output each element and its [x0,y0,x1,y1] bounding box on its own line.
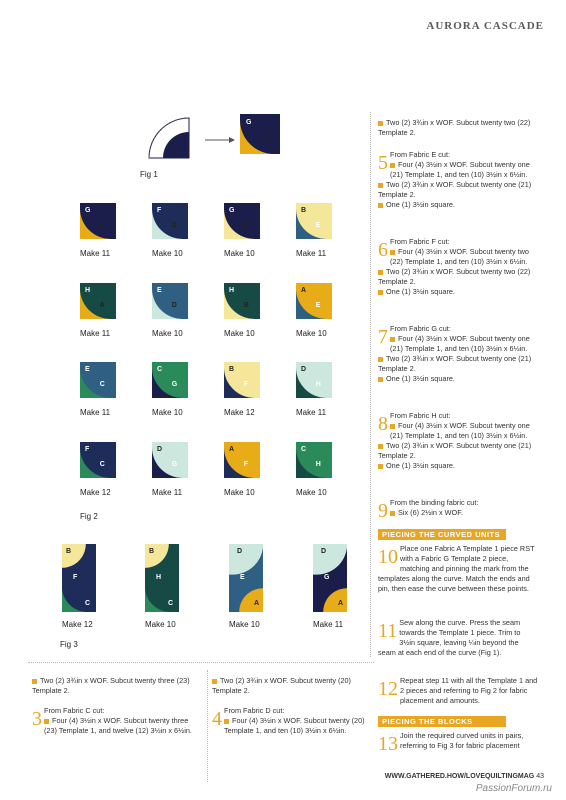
curved-unit-block [296,283,332,319]
bullet-icon [390,163,395,168]
make-count-label: Make 11 [296,408,327,417]
step-number: 9 [378,500,388,522]
step-number: 6 [378,239,388,261]
bullet-icon [378,203,383,208]
fabric-letter: E [315,301,321,309]
fabric-letter: E [315,221,321,229]
fabric-letter: H [156,574,162,581]
fig1-template-shape [143,112,191,160]
make-count-label: Make 10 [229,620,260,629]
make-count-label: Make 10 [224,329,255,338]
step-9: 9 From the binding fabric cut: Six (6) 2½in x WOF. [378,498,538,520]
fabric-letter: D [301,366,307,373]
fabric-letter: G [171,380,178,388]
step-6: 6 From Fabric F cut: Four (4) 3½in x WOF. Subcut twenty two (22) Template 1, and ten (10) 3½in x 6½in. Two (2) 3¾in x WOF. Subcut twenty two (22) Template 2. One (1) 3½in square. [378,237,538,297]
bottom-left-intro: Two (2) 3¾in x WOF. Subcut twenty three (23) Template 2. [32,676,190,695]
paired-unit [62,544,96,612]
curved-unit-block [152,283,188,319]
make-count-label: Make 10 [145,620,176,629]
curved-unit-block [296,362,332,398]
fabric-letter: E [157,287,162,294]
curved-unit-block [224,283,260,319]
fig1-arrow [205,131,235,139]
make-count-label: Make 11 [80,249,111,258]
curved-unit-block [80,283,116,319]
make-count-label: Make 11 [80,329,111,338]
paired-unit [145,544,179,612]
fabric-letter: B [301,207,307,214]
make-count-label: Make 10 [224,488,255,497]
watermark: PassionForum.ru [475,783,552,794]
fabric-letter: C [168,600,174,607]
fabric-letter: C [99,460,105,468]
make-count-label: Make 10 [152,408,183,417]
curved-unit-block [152,442,188,478]
fabric-letter: A [99,221,105,229]
step-heading: From the binding fabric cut: [390,498,479,507]
curved-unit-block [224,362,260,398]
fig1-block [240,114,280,154]
step-heading: From Fabric C cut: [44,706,105,715]
curved-unit-block [152,203,188,239]
bullet-icon [212,679,217,684]
fabric-letter: A [99,301,105,309]
bullet-icon [378,183,383,188]
bullet-icon [44,719,49,724]
make-count-label: Make 10 [152,329,183,338]
fabric-letter: A [301,287,307,294]
step-number: 12 [378,678,398,700]
bullet-icon [224,719,229,724]
fabric-letter: C [85,600,91,607]
bullet-icon [390,424,395,429]
fabric-letter: F [243,460,249,468]
make-count-label: Make 12 [224,408,255,417]
step-number: 3 [32,708,42,730]
fig3-caption: Fig 3 [60,640,78,649]
fabric-letter: D [321,548,327,555]
make-count-label: Make 10 [296,329,327,338]
make-count-label: Make 11 [313,620,344,629]
fabric-letter: F [157,207,162,214]
bullet-icon [390,337,395,342]
bullet-icon [390,250,395,255]
fabric-letter: E [85,366,90,373]
make-count-label: Make 11 [296,249,327,258]
make-count-label: Make 12 [80,488,111,497]
bullet-icon [32,679,37,684]
bullet-icon [378,464,383,469]
section-piecing-blocks: PIECING THE BLOCKS [378,716,506,727]
curved-unit-block [224,203,260,239]
paired-unit [313,544,347,612]
fabric-letter: F [73,574,78,581]
make-count-label: Make 11 [152,488,183,497]
fabric-letter: H [315,460,321,468]
fabric-letter: H [315,380,321,388]
bullet-icon [390,511,395,516]
step-11: 11 Sew along the curve. Press the seam towards the Template 1 piece. Trim to 3½in square, leaving ¼in beyond the seam at each end of the curve (Fig 1). [378,618,521,657]
curved-unit-block [80,362,116,398]
fabric-letter: C [99,380,105,388]
column-divider [370,112,371,657]
step-12: 12 Repeat step 11 with all the Template 1 and 2 pieces and referring to Fig 2 for fabric placement and amounts. [378,676,538,705]
bottom-column-divider [207,670,208,782]
step-heading: From Fabric E cut: [390,150,451,159]
step-number: 13 [378,733,398,755]
step-heading: From Fabric H cut: [390,411,451,420]
make-count-label: Make 10 [296,488,327,497]
step-13: 13 Join the required curved units in pairs, referring to Fig 3 for fabric placement [378,731,524,755]
fabric-letter: G [85,207,91,214]
curved-unit-block [296,442,332,478]
fabric-letter: A [264,136,270,143]
section-piecing-curved-units: PIECING THE CURVED UNITS [378,529,506,540]
fabric-letter: F [243,380,249,388]
fabric-letter: B [243,301,249,309]
step-4: 4 From Fabric D cut: Four (4) 3½in x WOF. Subcut twenty (20) Template 1, and ten (10) 3½in x 6½in. [212,706,370,736]
fabric-letter: B [66,548,72,555]
step-5: 5 From Fabric E cut: Four (4) 3½in x WOF. Subcut twenty one (21) Template 1, and ten (10) 3½in x 6½in. Two (2) 3¾in x WOF. Subcut twenty one (21) Template 2. One (1) 3½in square. [378,150,538,210]
bullet-icon [378,377,383,382]
fabric-letter: D [237,548,243,555]
curved-unit-block [152,362,188,398]
step-3: 3 From Fabric C cut: Four (4) 3½in x WOF. Subcut twenty three (23) Template 1, and twelve (12) 3½in x 6½in. [32,706,202,736]
footer-url: WWW.GATHERED.HOW/LOVEQUILTINGMAG [384,773,535,780]
footer [385,773,544,780]
fabric-letter: B [243,221,249,229]
step-8: 8 From Fabric H cut: Four (4) 3½in x WOF. Subcut twenty one (21) Template 1, and ten (10) 3½in x 6½in. Two (2) 3¾in x WOF. Subcut twenty one (21) Template 2. One (1) 3½in square. [378,411,538,471]
fabric-letter: E [240,574,245,581]
bottom-mid-intro: Two (2) 3¾in x WOF. Subcut twenty (20) Template 2. [212,676,351,695]
fabric-letter: D [171,221,177,229]
fabric-letter: G [171,460,178,468]
step-number: 7 [378,326,388,348]
make-count-label: Make 10 [224,249,255,258]
fabric-letter: G [246,119,252,126]
make-count-label: Make 10 [152,249,183,258]
step-number: 11 [378,620,398,642]
fabric-letter: G [229,207,235,214]
right-intro: Two (2) 3¾in x WOF. Subcut twenty two (22) Template 2. [378,118,531,137]
fabric-letter: A [254,600,260,607]
fig1-caption: Fig 1 [140,170,158,179]
fabric-letter: H [229,287,235,294]
step-number: 4 [212,708,222,730]
curved-unit-block [224,442,260,478]
fabric-letter: B [229,366,235,373]
bottom-divider [28,662,374,663]
make-count-label: Make 11 [80,408,111,417]
page-number: 43 [536,773,544,780]
bullet-icon [378,444,383,449]
fabric-letter: H [85,287,91,294]
bullet-icon [378,270,383,275]
fabric-letter: C [157,366,163,373]
step-number: 10 [378,546,398,568]
fabric-letter: D [157,446,163,453]
curved-unit-block [296,203,332,239]
fabric-letter: G [324,574,330,581]
fabric-letter: D [171,301,177,309]
fabric-letter: F [85,446,90,453]
curved-unit-block [80,442,116,478]
header-title: AURORA CASCADE [426,20,544,32]
fabric-letter: B [149,548,155,555]
step-7: 7 From Fabric G cut: Four (4) 3½in x WOF. Subcut twenty one (21) Template 1, and ten (10) 3½in x 6½in. Two (2) 3¾in x WOF. Subcut twenty one (21) Template 2. One (1) 3½in square. [378,324,538,384]
fabric-letter: C [301,446,307,453]
bullet-icon [378,357,383,362]
curved-unit-block [80,203,116,239]
fabric-letter: A [229,446,235,453]
step-heading: From Fabric F cut: [390,237,450,246]
bullet-icon [378,290,383,295]
step-10: 10 Place one Fabric A Template 1 piece RST with a Fabric G Template 2 piece, matching and pinning the mark from the templates along the curve. Match the ends and pin, then ease the curve between these points. [378,544,535,593]
fabric-letter: A [338,600,344,607]
step-number: 8 [378,413,388,435]
make-count-label: Make 12 [62,620,93,629]
step-number: 5 [378,152,388,174]
step-heading: From Fabric D cut: [224,706,285,715]
bullet-icon [378,121,383,126]
paired-unit [229,544,263,612]
fig2-caption: Fig 2 [80,512,98,521]
step-heading: From Fabric G cut: [390,324,451,333]
